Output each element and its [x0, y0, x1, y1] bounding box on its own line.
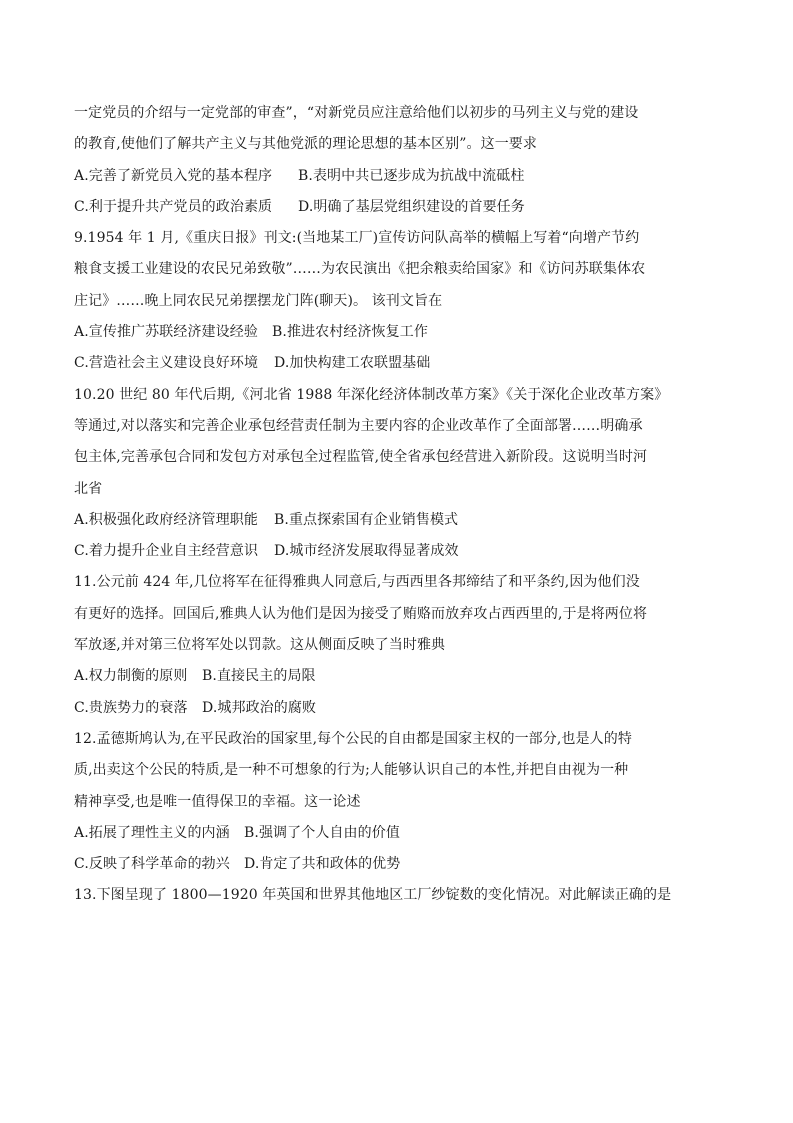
q9-text-line: 粮食支援工业建设的农民兄弟致敬”……为农民演出《把余粮卖给国家》和《访问苏联集体农: [74, 261, 646, 278]
q12-option-b: B.强调了个人自由的价值: [244, 824, 400, 841]
q9-text-line: 9.1954 年 1 月,《重庆日报》刊文:(当地某工厂)宣传访问队高举的横幅上写着“向增产节约: [74, 230, 640, 247]
q10-text-line: 等通过,对以落实和完善企业承包经营责任制为主要内容的企业改革作了全面部署……明确承: [74, 417, 643, 434]
q12-text-line: 质,出卖这个公民的特质,是一种不可想象的行为;人能够认识自己的本性,并把自由视为一种: [74, 762, 629, 779]
q11-options-row: [74, 693, 734, 724]
q11-option-a: A.权力制衡的原则: [74, 668, 188, 685]
q8-option-c: C.利于提升共产党员的政治素质: [74, 198, 273, 215]
q12-options-row: [74, 818, 734, 849]
q11-text-line: 11.公元前 424 年,几位将军在征得雅典人同意后,与西西里各邦缔结了和平条约,因为他们没: [74, 574, 640, 591]
q8-text-line: 的教育,使他们了解共产主义与其他党派的理论思想的基本区别”。这一要求: [74, 136, 538, 153]
q11-options-row: [74, 661, 734, 692]
q9-option-c: C.营造社会主义建设良好环境: [74, 355, 259, 372]
q10-option-c: C.着力提升企业自主经营意识: [74, 543, 259, 560]
q12-option-a: A.拓展了理性主义的内涵: [74, 824, 230, 841]
q8-text-line: 一定党员的介绍与一定党部的审查”，“对新党员应注意给他们以初步的马列主义与党的建设: [74, 105, 639, 121]
q9-text-line: 庄记》……晚上同农民兄弟摆摆龙门阵(聊天)。 该刊文旨在: [74, 292, 443, 309]
q12-option-d: D.肯定了共和政体的优势: [244, 856, 401, 873]
q8-options-row: [74, 161, 734, 192]
q9-option-a: A.宣传推广苏联经济建设经验: [74, 324, 258, 341]
q10-option-d: D.城市经济发展取得显著成效: [274, 543, 459, 560]
q10-text-line: 包主体,完善承包合同和发包方对承包全过程监管,使全省承包经营进入新阶段。这说明当时河: [74, 449, 648, 466]
q9-options-row: [74, 348, 734, 379]
q12-option-c: C.反映了科学革命的勃兴: [74, 856, 230, 873]
q8-option-b: B.表明中共已逐步成为抗战中流砥柱: [298, 167, 525, 184]
q10-text-line: 10.20 世纪 80 年代后期,《河北省 1988 年深化经济体制改革方案》《关于深化企业改革方案》: [74, 386, 669, 403]
q9-option-d: D.加快构建工农联盟基础: [274, 355, 431, 372]
q8-option-d: D.明确了基层党组织建设的首要任务: [298, 198, 525, 215]
q10-option-b: B.重点探索国有企业销售模式: [274, 511, 459, 528]
q11-option-d: D.城邦政治的腐败: [202, 699, 317, 716]
q8-options-row: [74, 192, 734, 223]
q11-text-line: 军放逐,并对第三位将军处以罚款。这从侧面反映了当时雅典: [74, 637, 446, 654]
q8-option-a: A.完善了新党员入党的基本程序: [74, 167, 273, 184]
q12-text-line: 精神享受,也是唯一值得保卫的幸福。这一论述: [74, 793, 361, 810]
q9-option-b: B.推进农村经济恢复工作: [272, 324, 428, 341]
exam-page: [74, 98, 734, 912]
q12-options-row: [74, 849, 734, 880]
q10-option-a: A.积极强化政府经济管理职能: [74, 511, 258, 528]
q13-text-line: 13.下图呈现了 1800—1920 年英国和世界其他地区工厂纱锭数的变化情况。对此解读正确的是: [74, 887, 672, 904]
q12-text-line: 12.孟德斯鸠认为,在平民政治的国家里,每个公民的自由都是国家主权的一部分,也是人的特: [74, 730, 632, 747]
q11-option-c: C.贵族势力的衰落: [74, 699, 188, 716]
q11-option-b: B.直接民主的局限: [202, 668, 316, 685]
q10-options-row: [74, 505, 734, 536]
q10-options-row: [74, 536, 734, 567]
q11-text-line: 有更好的选择。回国后,雅典人认为他们是因为接受了贿赂而放弃攻占西西里的,于是将两位将: [74, 605, 648, 622]
q9-options-row: [74, 317, 734, 348]
q10-text-line: 北省: [74, 480, 103, 497]
